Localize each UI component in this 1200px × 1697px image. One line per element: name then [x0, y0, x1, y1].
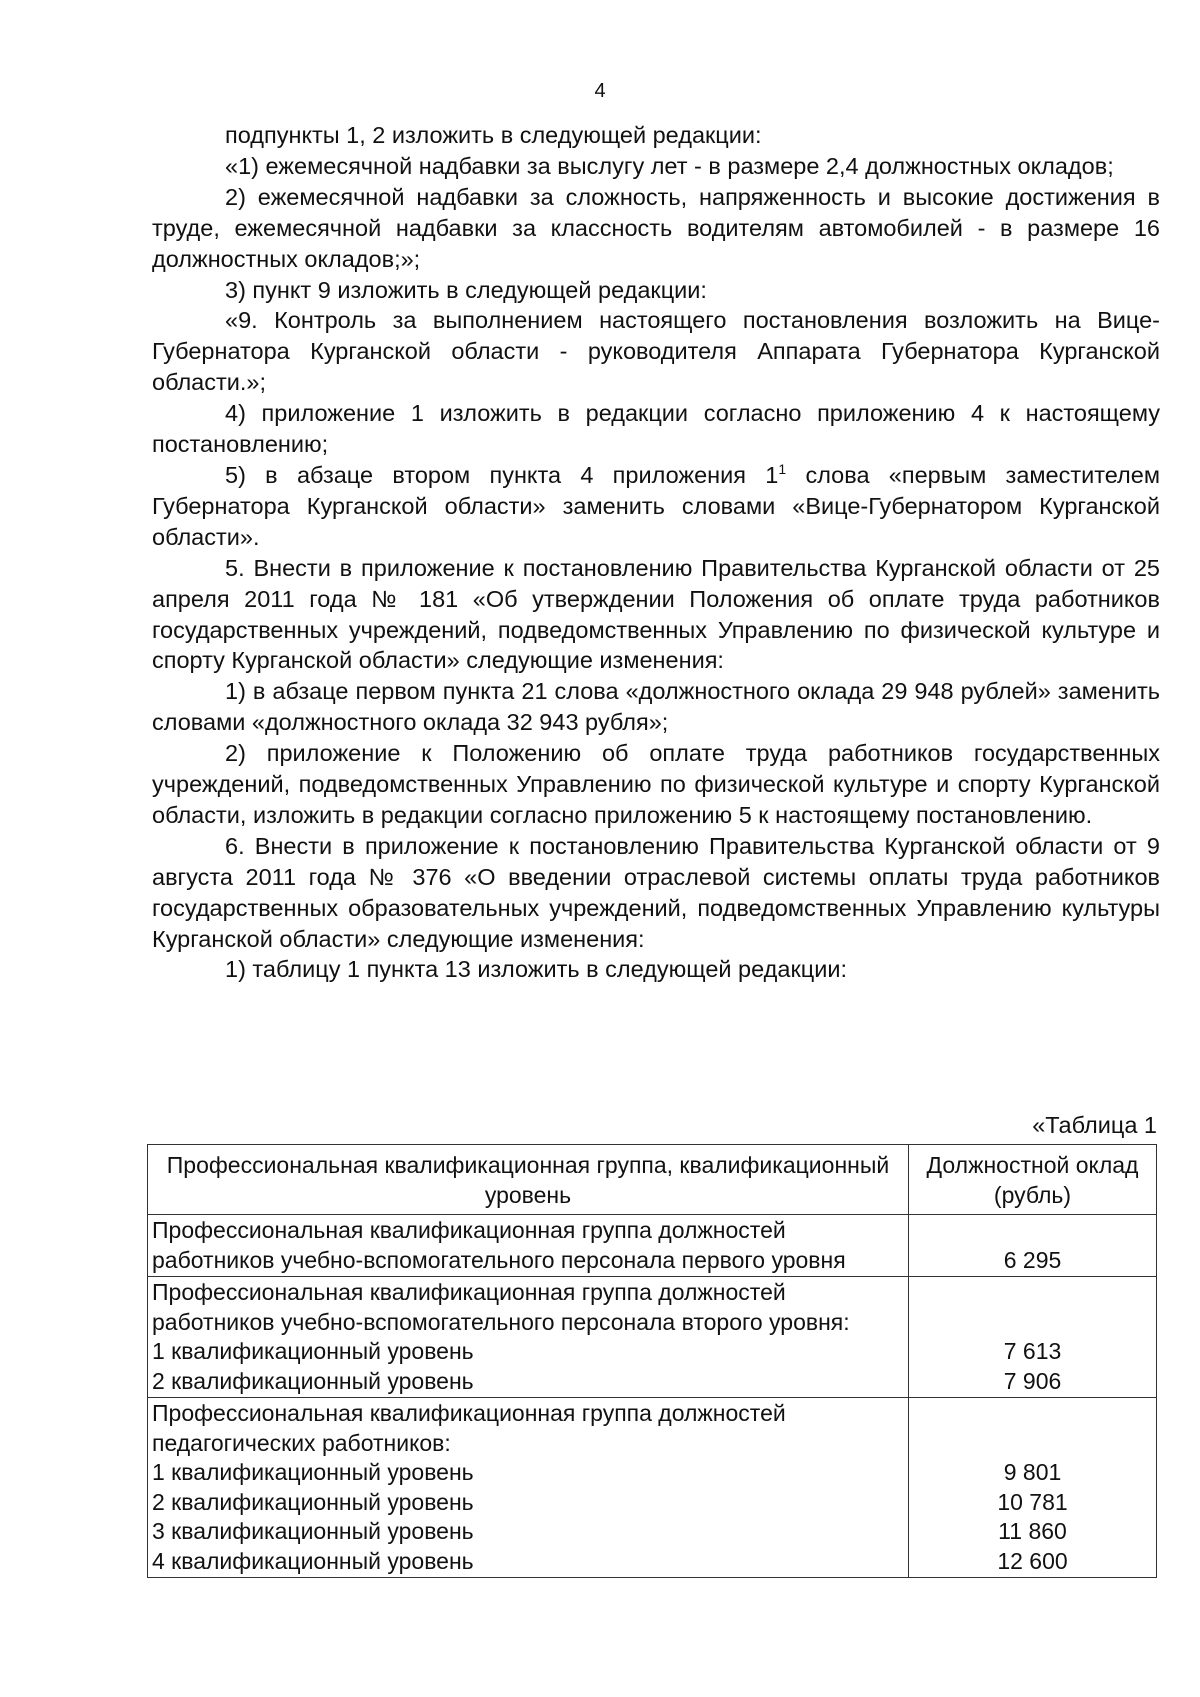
salary-amount: 10 781 [997, 1488, 1068, 1515]
column-header-group: Профессиональная квалификационная группа, квалификационный уровень [148, 1145, 909, 1215]
table-row [148, 1215, 1157, 1277]
group-cell [148, 1215, 909, 1277]
table-row [148, 1277, 1157, 1398]
qualification-level: 2 квалификационный уровень [152, 1488, 474, 1515]
group-cell [148, 1398, 909, 1578]
paragraph: 6. Внести в приложение к постановлению Правительства Курганской области от 9 августа 2011 года № 376 «О введении отраслевой системы оплаты труда работников государственных образовательных учреждений, подведомственных Управлению культуры Курганской области» следующие изменения: [152, 832, 1160, 952]
salary-amount: 7 613 [1003, 1338, 1062, 1364]
table-caption: «Таблица 1 [1032, 1112, 1157, 1138]
group-title: Профессиональная квалификационная группа должностей работников учебно-вспомогательного персонала второго уровня: [152, 1279, 850, 1335]
group-title: Профессиональная квалификационная группа должностей работников учебно-вспомогательного персонала первого уровня [152, 1217, 846, 1273]
column-header-salary: Должностной оклад (рубль) [909, 1145, 1157, 1215]
table-header-row [148, 1145, 1157, 1215]
amount-cell [909, 1398, 1157, 1578]
paragraph: 2) ежемесячной надбавки за сложность, напряженность и высокие достижения в труде, ежемесячной надбавки за классность водителям автомобилей - в размере 16 должностных окладов;»; [152, 183, 1160, 272]
qualification-level: 4 квалификационный уровень [152, 1547, 474, 1574]
salary-amount: 11 860 [998, 1518, 1067, 1544]
paragraph: 5. Внести в приложение к постановлению Правительства Курганской области от 25 апреля 2011 года № 181 «Об утверждении Положения об оплате труда работников государственных учреждений, подведомственных Управлению по физической культуре и спорту Курганской области» следующие изменения: [152, 554, 1160, 674]
salary-amount: 7 906 [1003, 1367, 1062, 1394]
table-row [148, 1398, 1157, 1578]
salary-amount: 9 801 [1003, 1459, 1062, 1485]
document-body [152, 120, 1160, 985]
paragraph: 2) приложение к Положению об оплате труда работников государственных учреждений, подведомственных Управлению по физической культуре и спорту Курганской области, изложить в редакции согласно приложению 5 к настоящему постановлению. [152, 740, 1160, 828]
paragraph-text: слова «первым заместителем Губернатора Курганской области» заменить словами «Вице-Губернатором Курганской области». [152, 461, 1160, 550]
amount-cell [909, 1215, 1157, 1277]
group-title: Профессиональная квалификационная группа должностей педагогических работников: [152, 1400, 786, 1456]
paragraph: «1) ежемесячной надбавки за выслугу лет - в размере 2,4 должностных окладов; [225, 152, 1114, 179]
paragraph: 4) приложение 1 изложить в редакции согласно приложению 4 к настоящему постановлению; [152, 400, 1160, 458]
qualification-level: 1 квалификационный уровень [152, 1459, 474, 1485]
paragraph-text: 5) в абзаце втором пункта 4 приложения 1 [225, 461, 779, 488]
superscript: 1 [778, 461, 787, 478]
group-cell [148, 1277, 909, 1398]
paragraph: 1) таблицу 1 пункта 13 изложить в следующей редакции: [225, 956, 847, 983]
paragraph [152, 460, 1160, 553]
paragraph: «9. Контроль за выполнением настоящего постановления возложить на Вице-Губернатора Курганской области - руководителя Аппарата Губернатора Курганской области.»; [152, 307, 1160, 396]
paragraph: подпункты 1, 2 изложить в следующей редакции: [225, 122, 762, 148]
amount-cell [909, 1277, 1157, 1398]
qualification-level: 3 квалификационный уровень [152, 1518, 474, 1544]
salary-table [147, 1144, 1157, 1578]
page-number: 4 [594, 80, 606, 102]
paragraph: 1) в абзаце первом пункта 21 слова «должностного оклада 29 948 рублей» заменить словами «должностного оклада 32 943 рубля»; [152, 678, 1160, 736]
salary-amount: 12 600 [997, 1547, 1068, 1574]
qualification-level: 2 квалификационный уровень [152, 1367, 474, 1394]
paragraph: 3) пункт 9 изложить в следующей редакции: [225, 276, 707, 303]
salary-amount: 6 295 [1003, 1246, 1062, 1273]
qualification-level: 1 квалификационный уровень [152, 1338, 474, 1364]
